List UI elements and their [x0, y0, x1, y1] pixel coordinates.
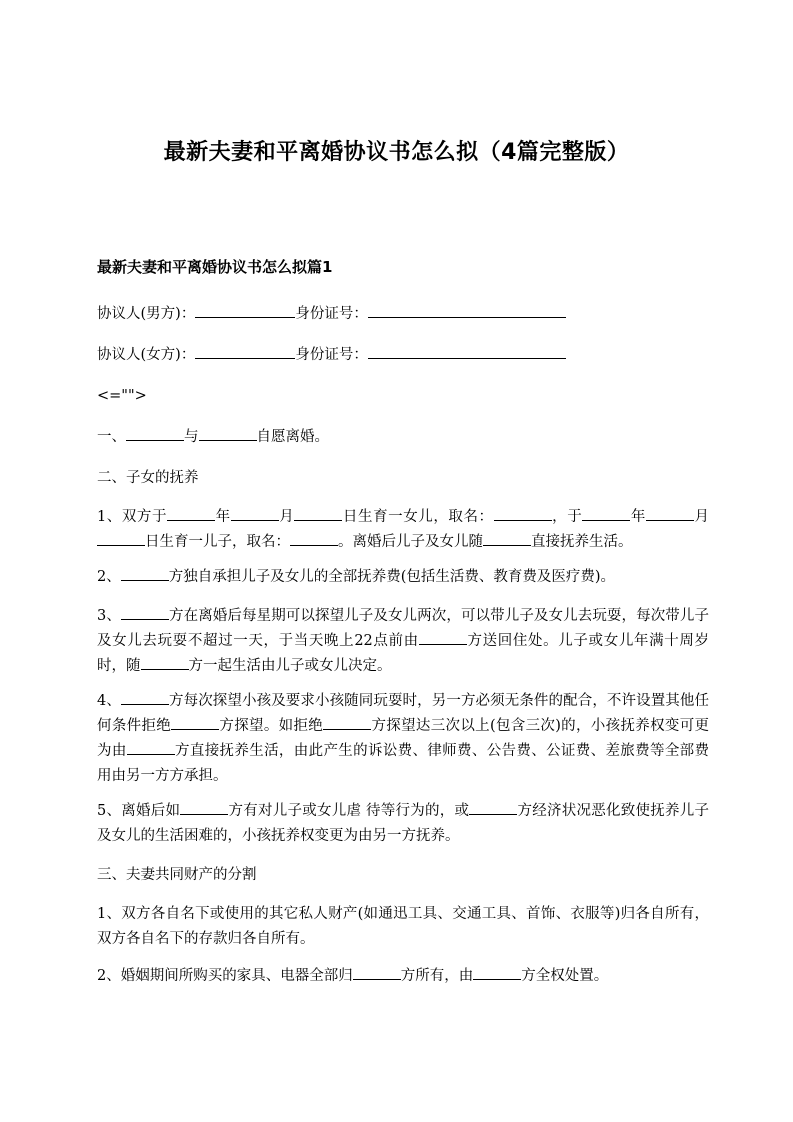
text: 方全权处置。 — [521, 968, 609, 984]
blank — [121, 605, 169, 620]
text: 方直接抚养生活，由此产生的诉讼费、律师费、公告费、公证费、差旅费等全部费用由另一方方承担。 — [97, 743, 709, 784]
woman-id-blank — [368, 344, 566, 359]
marker-text: <=""> — [97, 388, 147, 404]
text: ，于 — [551, 509, 583, 525]
text: 日生育一儿子，取名： — [145, 534, 290, 550]
text: 方探望。如拒绝 — [219, 718, 324, 734]
blank — [473, 965, 521, 980]
text: 3、 — [97, 608, 121, 624]
clause-1 — [97, 425, 709, 450]
text: 方独自承担儿子及女儿的全部抚养费(包括生活费、教育费及医疗费)。 — [168, 569, 616, 585]
text: 方在离婚后每星期可以探望儿子及女儿两次，可以带儿子及女儿去玩耍，每次带儿子及女儿去玩耍不超过一天，于当天晚上22点前由 — [97, 608, 709, 649]
blank — [353, 965, 401, 980]
blank — [121, 690, 169, 705]
party-a-blank — [126, 426, 184, 441]
text: 月 — [278, 509, 295, 525]
clause-2-2 — [97, 565, 709, 590]
man-label: 协议人(男方)： — [97, 306, 196, 322]
text: 5、离婚后如 — [97, 803, 181, 819]
blank — [294, 506, 342, 521]
blank — [290, 531, 338, 546]
text: 2、婚姻期间所购买的家具、电器全部归 — [97, 968, 353, 984]
blank — [141, 655, 189, 670]
text: 月 — [693, 509, 710, 525]
blank — [582, 506, 630, 521]
blank — [127, 740, 175, 755]
text: 。离婚后儿子及女儿随 — [338, 534, 483, 550]
party-b-blank — [199, 426, 257, 441]
text: 方每次探望小孩及要求小孩随同玩耍时，另一方必须无条件的配合，不许设置其他任何条件拒绝 — [97, 693, 709, 734]
blank — [419, 630, 467, 645]
clause-2-3 — [97, 604, 709, 679]
man-id-label: 身份证号： — [295, 306, 368, 322]
blank — [323, 715, 371, 730]
clause-2-4 — [97, 689, 709, 789]
text: 2、 — [97, 569, 121, 585]
heading-children: 二、子女的抚养 — [97, 470, 199, 486]
blank — [121, 566, 169, 581]
text: 4、 — [97, 693, 121, 709]
woman-line — [97, 343, 709, 368]
section-heading: 最新夫妻和平离婚协议书怎么拟篇1 — [97, 258, 333, 276]
text: 直接抚养生活。 — [531, 534, 633, 550]
clause-3-2 — [97, 964, 709, 989]
clause-3-1: 1、双方各自名下或使用的其它私人财产(如通迅工具、交通工具、首饰、衣服等)归各自所有，双方各自名下的存款归各自所有。 — [97, 906, 709, 947]
heading-property: 三、夫妻共同财产的分割 — [97, 867, 257, 883]
blank — [494, 506, 552, 521]
clause-2-1 — [97, 505, 709, 555]
clause-1-text: 自愿离婚。 — [256, 429, 329, 445]
clause-1-and: 与 — [184, 429, 199, 445]
blank — [483, 531, 531, 546]
man-line — [97, 302, 709, 327]
text: 日生育一女儿，取名： — [342, 509, 494, 525]
text: 方送回住处。儿子或女儿年满十周岁时，随 — [97, 633, 710, 674]
blank — [469, 800, 517, 815]
text: 方有对儿子或女儿虐 待等行为的，或 — [228, 803, 470, 819]
text: 方所有，由 — [400, 968, 474, 984]
woman-id-label: 身份证号： — [295, 347, 368, 363]
blank — [97, 531, 145, 546]
text: 方探望达三次以上(包含三次)的，小孩抚养权变可更为由 — [97, 718, 710, 759]
text: 方一起生活由儿子或女儿决定。 — [188, 658, 392, 674]
woman-label: 协议人(女方)： — [97, 347, 196, 363]
document-title: 最新夫妻和平离婚协议书怎么拟（4篇完整版） — [163, 140, 630, 165]
blank — [171, 715, 219, 730]
man-id-blank — [368, 303, 566, 318]
clause-2-5 — [97, 799, 709, 849]
clause-1-prefix: 一、 — [97, 429, 126, 445]
blank — [231, 506, 279, 521]
document-body — [97, 255, 709, 1001]
blank — [167, 506, 215, 521]
text: 年 — [630, 509, 646, 525]
text: 1、双方于 — [97, 509, 168, 525]
woman-name-blank — [195, 344, 295, 359]
text: 年 — [215, 509, 231, 525]
text: 方经济状况恶化致使抚养儿子及女儿的生活困难的，小孩抚养权变更为由另一方抚养。 — [97, 803, 709, 844]
blank — [180, 800, 228, 815]
blank — [646, 506, 694, 521]
man-name-blank — [195, 303, 295, 318]
